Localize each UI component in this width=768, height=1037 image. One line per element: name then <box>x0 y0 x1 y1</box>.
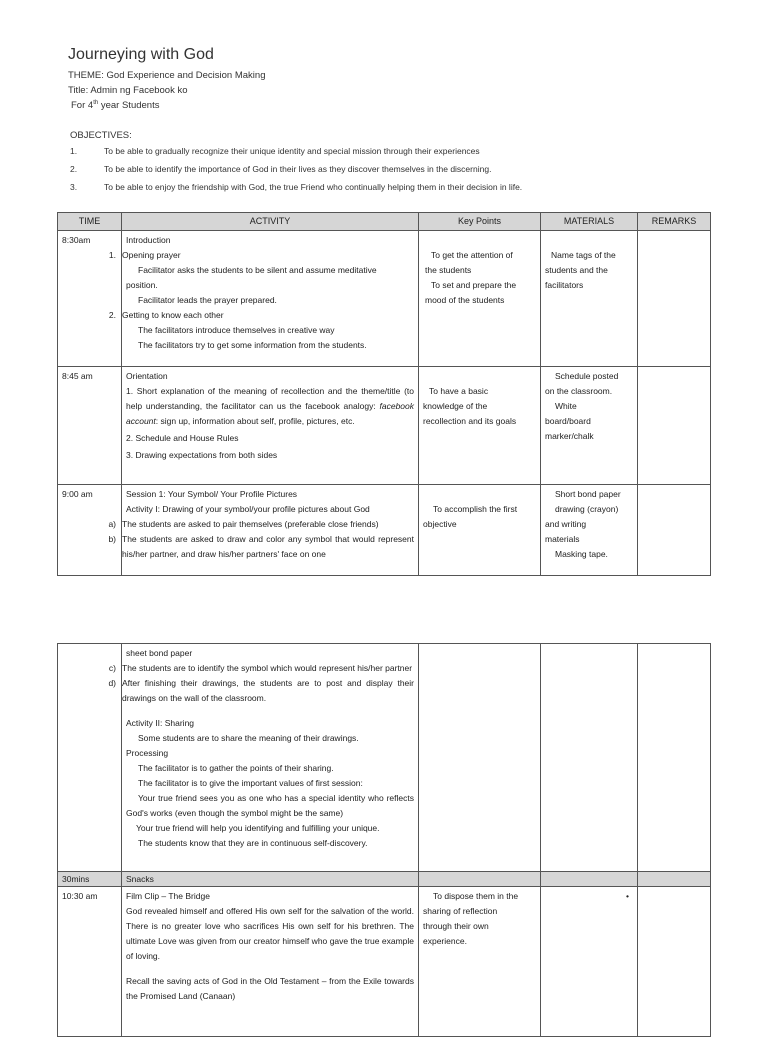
document-title: Journeying with God <box>68 46 214 63</box>
activity-line: The facilitators try to get some information from the students. <box>138 340 367 350</box>
activity-line: Facilitator asks the students to be silent and assume meditative <box>138 265 377 275</box>
activity-line: Processing <box>126 748 169 758</box>
activity-cell <box>108 485 419 576</box>
header-materials: MATERIALS <box>541 213 638 231</box>
activity-line: Activity II: Sharing <box>126 718 195 728</box>
activity-line: Activity I: Drawing of your symbol/your profile pictures about God <box>126 504 370 514</box>
material-line: Schedule posted <box>555 371 619 381</box>
key-point-line: objective <box>423 519 457 529</box>
key-point-line: recollection and its goals <box>423 416 517 426</box>
list-letter: c) <box>108 663 116 673</box>
objective-text: To be able to enjoy the friendship with God, the true Friend who continually helping them in their decision in life. <box>104 182 523 192</box>
objective-item <box>70 146 710 156</box>
key-points-cell <box>419 872 541 887</box>
material-line: students and the <box>545 265 608 275</box>
header-time: TIME <box>58 213 122 231</box>
objective-number: 2. <box>70 164 78 174</box>
activity-text: 1. Short explanation of the meaning of recollection and the theme/title (to help understanding, the facilitator can us the facebook analogy: <box>126 386 414 411</box>
objective-item <box>70 164 710 174</box>
objectives-heading: OBJECTIVES: <box>70 130 132 141</box>
material-line: Name tags of the <box>551 250 616 260</box>
time-cell: 9:00 am <box>58 485 122 576</box>
remarks-cell <box>638 872 711 887</box>
activity-line: After finishing their drawings, the students are to post and display their drawings on the wall of the classroom. <box>122 678 414 703</box>
key-point-line: mood of the students <box>425 295 505 305</box>
activity-line: The students are asked to draw and color any symbol that would represent his/her partner, and draw his/her partners' face on one <box>122 534 414 559</box>
activity-cell <box>122 887 419 1037</box>
activity-line: The students are asked to pair themselves (preferable close friends) <box>122 519 379 529</box>
key-point-line: To accomplish the first <box>433 504 518 514</box>
key-point-line: sharing of reflection <box>423 906 498 916</box>
table-row-snacks <box>58 872 711 887</box>
table-row <box>58 644 711 872</box>
key-point-line: To set and prepare the <box>431 280 517 290</box>
materials-cell <box>541 872 638 887</box>
list-letter: a) <box>108 519 116 529</box>
activity-line: Orientation <box>126 371 168 381</box>
key-points-cell <box>419 485 541 576</box>
activity-text: : sign up, information about self, profile, pictures, etc. <box>155 416 355 426</box>
table-row <box>58 485 711 576</box>
key-points-cell <box>419 367 541 485</box>
remarks-cell <box>638 231 711 367</box>
materials-cell <box>541 485 638 576</box>
key-point-line: through their own <box>423 921 489 931</box>
activity-line: The facilitators introduce themselves in creative way <box>138 325 335 335</box>
material-line: facilitators <box>545 280 584 290</box>
activity-cell: Snacks <box>122 872 419 887</box>
objective-number: 1. <box>70 146 78 156</box>
schedule-table-part-1 <box>57 212 711 576</box>
remarks-cell <box>638 367 711 485</box>
header-key-points: Key Points <box>419 213 541 231</box>
time-cell: 10:30 am <box>58 887 122 1037</box>
table-row <box>58 367 711 485</box>
activity-line: Your true friend sees you as one who has a special identity who reflects God's works (even though the symbol might be the same) <box>126 793 414 818</box>
key-point-line: To get the attention of <box>431 250 513 260</box>
material-line: drawing (crayon) <box>555 504 619 514</box>
list-letter: b) <box>108 534 116 544</box>
key-point-line: To have a basic <box>429 386 489 396</box>
bullet-mark: • <box>626 891 629 901</box>
material-line: on the classroom. <box>545 386 613 396</box>
activity-line: Film Clip – The Bridge <box>126 891 210 901</box>
time-cell: 30mins <box>58 872 122 887</box>
activity-line: The students know that they are in continuous self-discovery. <box>138 838 368 848</box>
activity-line: Opening prayer <box>122 250 181 260</box>
activity-paragraph: Recall the saving acts of God in the Old Testament – from the Exile towards the Promised Land (Canaan) <box>126 976 414 1001</box>
material-line: board/board <box>545 416 591 426</box>
list-number: 2. <box>108 310 116 320</box>
header-activity: ACTIVITY <box>122 213 419 231</box>
activity-paragraph <box>126 384 414 429</box>
key-point-line: knowledge of the <box>423 401 488 411</box>
activity-line: 2. Schedule and House Rules <box>126 433 239 443</box>
table-header-row <box>58 213 711 231</box>
activity-line: 3. Drawing expectations from both sides <box>126 450 278 460</box>
key-point-line: the students <box>425 265 472 275</box>
theme-line: THEME: God Experience and Decision Making <box>68 70 266 81</box>
activity-line: Your true friend will help you identifying and fulfilling your unique. <box>136 823 380 833</box>
objective-text: To be able to gradually recognize their unique identity and special mission through their experiences <box>104 146 480 156</box>
list-letter: d) <box>108 678 116 688</box>
material-line: Masking tape. <box>555 549 608 559</box>
audience-post: year Students <box>98 100 160 112</box>
activity-line: Some students are to share the meaning of their drawings. <box>138 733 359 743</box>
material-line: and writing <box>545 519 587 529</box>
activity-line: Introduction <box>126 235 171 245</box>
activity-paragraph: God revealed himself and offered His own self for the salvation of the world. There is no greater love who sacrifices His own self for his brethren. The ultimate Love was given from our creator himself who gave the true example of loving. <box>126 906 414 961</box>
activity-line: The students are to identify the symbol which would represent his/her partner <box>122 663 413 673</box>
time-cell: 8:45 am <box>58 367 122 485</box>
materials-cell <box>541 887 638 1037</box>
header-remarks: REMARKS <box>638 213 711 231</box>
title-line: Title: Admin ng Facebook ko <box>68 85 188 96</box>
objective-item <box>70 182 710 192</box>
audience-pre: For 4 <box>71 100 94 112</box>
table-row <box>58 887 711 1037</box>
materials-cell <box>541 231 638 367</box>
activity-line: Getting to know each other <box>122 310 224 320</box>
activity-cell <box>108 231 419 367</box>
activity-line: The facilitator is to gather the points of their sharing. <box>138 763 334 773</box>
audience-line <box>71 100 159 111</box>
activity-line: Facilitator leads the prayer prepared. <box>138 295 277 305</box>
activity-cell <box>122 367 419 485</box>
remarks-cell <box>638 887 711 1037</box>
materials-cell <box>541 644 638 872</box>
key-points-cell <box>419 644 541 872</box>
objective-text: To be able to identify the importance of God in their lives as they discover themselves in the discerning. <box>104 164 492 174</box>
activity-cell <box>108 644 419 872</box>
key-point-line: experience. <box>423 936 467 946</box>
list-number: 1. <box>108 250 116 260</box>
materials-cell <box>541 367 638 485</box>
material-line: Short bond paper <box>555 489 621 499</box>
objective-number: 3. <box>70 182 78 192</box>
key-points-cell <box>419 887 541 1037</box>
activity-line: The facilitator is to give the important values of first session: <box>138 778 363 788</box>
table-row <box>58 231 711 367</box>
key-points-cell <box>419 231 541 367</box>
activity-emphasis: facebook account <box>126 401 414 426</box>
activity-line: sheet bond paper <box>126 648 193 658</box>
key-point-line: To dispose them in the <box>433 891 519 901</box>
material-line: White <box>555 401 577 411</box>
time-cell: 8:30am <box>58 231 122 367</box>
material-line: materials <box>545 534 580 544</box>
remarks-cell <box>638 485 711 576</box>
schedule-table-part-2 <box>57 643 711 1037</box>
activity-line: Session 1: Your Symbol/ Your Profile Pictures <box>126 489 298 499</box>
activity-line: position. <box>126 280 158 290</box>
remarks-cell <box>638 644 711 872</box>
material-line: marker/chalk <box>545 431 594 441</box>
audience-sup: th <box>93 100 99 106</box>
